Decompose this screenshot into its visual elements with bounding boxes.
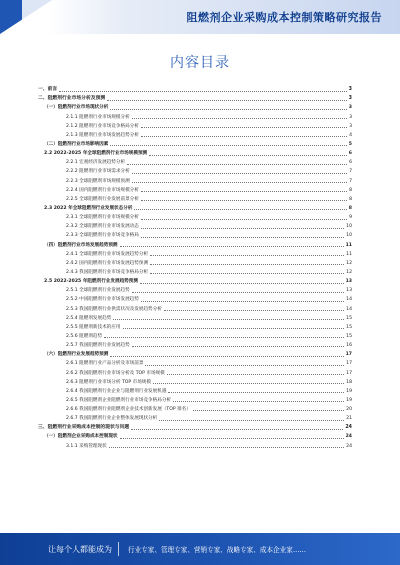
toc-page-number: 24 (346, 443, 352, 449)
toc-page-number: 12 (346, 269, 352, 275)
toc-entry-text: （二）阻燃剂行业市场影响因素 (44, 141, 109, 147)
toc-entry[interactable] (38, 395, 352, 404)
toc-entry[interactable] (38, 130, 352, 139)
toc-entry[interactable] (38, 93, 352, 102)
toc-page-number: 8 (348, 205, 352, 211)
toc-entry[interactable] (38, 349, 352, 358)
toc-page-number: 14 (346, 306, 352, 312)
toc-page-number: 12 (346, 260, 352, 266)
toc-entry-text: 2.6.3 阻燃剂行业市场分析 TOP 市场规模 (66, 379, 151, 385)
footer-tagline: 行业专家、管理专家、营销专家、战略专家、成本企业家…… (128, 546, 307, 554)
toc-page-number: 16 (346, 343, 352, 349)
toc-page-number: 7 (349, 178, 352, 184)
toc-entry-text: 2.2.1 宏观经济发展趋势分析 (66, 160, 126, 166)
toc-page-number: 15 (346, 315, 352, 321)
toc-entry-text: （一）阻燃剂企业采购成本控制现状 (44, 434, 118, 440)
toc-entry-text: 2.4.1 全球阻燃剂行业市场发展趋势分析 (66, 251, 149, 257)
toc-entry-text: 2.2.2 阻燃剂行业市场需求分析 (66, 169, 130, 175)
toc-leader-dots (159, 419, 344, 421)
toc-entry-text: 2.5.3 我国阻燃剂行业供需状况及发展趋势分析 (66, 306, 162, 312)
toc-entry-text: 2.5.5 阻燃剂新技术的应用 (66, 324, 121, 330)
toc-entry[interactable] (38, 331, 352, 340)
toc-entry[interactable] (38, 249, 352, 258)
toc-entry-text: 2.5.4 阻燃剂发展趋势 (66, 315, 112, 321)
toc-leader-dots (141, 199, 347, 201)
toc-entry-text: 2.5.1 全球阻燃剂行业发展趋势 (66, 288, 130, 294)
footer-slogan: 让每个人都能成为 (48, 545, 112, 554)
toc-page-number: 21 (346, 416, 352, 422)
toc-entry-text: 2.3 2022 年全球阻燃剂行业发展状态分析 (44, 205, 133, 211)
toc-entry[interactable] (38, 111, 352, 120)
toc-heading: 内容目录 (170, 55, 230, 71)
toc-leader-dots (113, 318, 344, 320)
toc-entry-text: 2.2 2022-2025 年全球阻燃剂行业市场规模预测 (44, 151, 148, 157)
toc-entry[interactable] (38, 276, 352, 285)
toc-page-number: 6 (348, 151, 352, 157)
report-title: 阻燃剂企业采购成本控制策略研究报告 (186, 11, 382, 24)
toc-entry[interactable] (38, 322, 352, 331)
toc-entry[interactable] (38, 221, 352, 230)
toc-entry[interactable] (38, 386, 352, 395)
toc-entry[interactable] (38, 166, 352, 175)
toc-entry-text: 2.5.2 中国阻燃剂行业市场发展趋势 (66, 297, 139, 303)
toc-leader-dots (150, 272, 344, 274)
table-of-contents (38, 84, 352, 450)
toc-entry-text: 二、阻燃剂行业市场分析及预测 (38, 96, 106, 102)
toc-entry[interactable] (38, 239, 352, 248)
toc-leader-dots (131, 428, 343, 430)
toc-leader-dots (132, 172, 347, 174)
toc-entry[interactable] (38, 267, 352, 276)
toc-entry-text: 2.5.6 阻燃剂趋势 (66, 333, 103, 339)
page-header (0, 0, 400, 34)
toc-entry-text: 2.1.2 阻燃剂行业市场竞争格局分析 (66, 123, 139, 129)
toc-entry-text: 一、前言 (38, 87, 58, 93)
toc-page-number: 3 (349, 114, 352, 120)
toc-entry[interactable] (38, 404, 352, 413)
toc-entry-text: 2.6.1 阻燃剂行业产品分析及市场前景 (66, 361, 144, 367)
toc-entry-text: 2.6.2 我国阻燃剂行业市场分析及 TOP 市场规模 (66, 370, 165, 376)
toc-entry[interactable] (38, 377, 352, 386)
toc-leader-dots (153, 382, 344, 384)
toc-entry[interactable] (38, 413, 352, 422)
toc-page-number: 3 (348, 87, 352, 93)
toc-leader-dots (141, 126, 347, 128)
toc-leader-dots (120, 245, 344, 247)
toc-leader-dots (110, 108, 346, 110)
toc-leader-dots (110, 355, 343, 357)
toc-entry[interactable] (38, 212, 352, 221)
toc-entry[interactable] (38, 139, 352, 148)
toc-page-number: 19 (346, 388, 352, 394)
toc-leader-dots (149, 154, 347, 156)
toc-page-number: 11 (345, 242, 352, 248)
toc-entry[interactable] (38, 422, 352, 431)
toc-entry-text: 2.2.5 全球阻燃剂行业发展前景分析 (66, 196, 139, 202)
toc-entry[interactable] (38, 358, 352, 367)
toc-leader-dots (59, 90, 346, 92)
toc-page-number: 8 (349, 196, 352, 202)
toc-entry-text: 2.5.7 我国阻燃剂行业发展趋势 (66, 343, 130, 349)
toc-leader-dots (145, 364, 344, 366)
toc-leader-dots (104, 336, 344, 338)
toc-leader-dots (141, 190, 347, 192)
toc-page-number: 15 (346, 333, 352, 339)
toc-page-number: 17 (346, 361, 352, 367)
toc-leader-dots (132, 291, 344, 293)
toc-leader-dots (150, 254, 344, 256)
toc-leader-dots (140, 282, 344, 284)
toc-page-number: 9 (349, 215, 352, 221)
toc-page-number: 4 (349, 132, 352, 138)
toc-entry[interactable] (38, 157, 352, 166)
toc-leader-dots (107, 99, 346, 101)
toc-page-number: 11 (346, 251, 352, 257)
toc-leader-dots (132, 345, 344, 347)
toc-entry-text: 2.1.3 阻燃剂行业市场发展趋势分析 (66, 132, 139, 138)
toc-entry[interactable] (38, 230, 352, 239)
toc-leader-dots (132, 181, 347, 183)
toc-page-number: 5 (348, 141, 352, 147)
toc-page-number: 14 (346, 297, 352, 303)
toc-entry-text: 2.6.6 我国阻燃剂行业阻燃剂企业技术创新发展（TOP 排名） (66, 407, 191, 413)
toc-entry[interactable] (38, 148, 352, 157)
toc-entry-text: 2.6.5 我国阻燃剂企业阻燃剂行业市场竞争格局分析 (66, 397, 172, 403)
toc-entry-text: 2.2.3 全球阻燃剂市场规模预测 (66, 178, 130, 184)
toc-page-number: 13 (346, 288, 352, 294)
toc-entry[interactable] (38, 340, 352, 349)
toc-leader-dots (141, 135, 347, 137)
toc-leader-dots (132, 117, 347, 119)
toc-entry[interactable] (38, 175, 352, 184)
toc-entry-text: 2.4.2 国内阻燃剂行业市场发展趋势预测 (66, 260, 149, 266)
toc-entry[interactable] (38, 258, 352, 267)
page-footer (0, 533, 400, 565)
toc-entry-text: 2.3.2 全球阻燃剂行业市场发展动态 (66, 224, 139, 230)
toc-leader-dots (167, 373, 344, 375)
toc-entry[interactable] (38, 431, 352, 440)
toc-entry-text: 2.6.4 我国阻燃剂行业企业与阻燃剂行业发展机遇 (66, 388, 167, 394)
toc-entry-text: （一）阻燃剂行业市场现状分析 (44, 105, 109, 111)
toc-page-number: 8 (349, 187, 352, 193)
toc-leader-dots (109, 446, 344, 448)
toc-page-number: 3 (348, 105, 352, 111)
toc-leader-dots (141, 236, 344, 238)
toc-leader-dots (193, 409, 344, 411)
header-accent-stripe (22, 0, 52, 34)
toc-page-number: 7 (349, 169, 352, 175)
toc-entry-text: （四）阻燃剂行业市场发展趋势预测 (44, 242, 118, 248)
toc-entry-text: 2.4.3 我国阻燃剂行业市场竞争格局分析 (66, 269, 149, 275)
toc-entry[interactable] (38, 194, 352, 203)
toc-entry[interactable] (38, 102, 352, 111)
toc-page-number: 24 (345, 434, 352, 440)
toc-leader-dots (150, 263, 344, 265)
toc-entry[interactable] (38, 303, 352, 312)
toc-page-number: 10 (346, 233, 352, 239)
toc-page-number: 15 (346, 324, 352, 330)
toc-entry-text: 2.3.1 全球阻燃剂行业市场规模分析 (66, 215, 139, 221)
toc-entry[interactable] (38, 84, 352, 93)
toc-entry-text: 2.3.3 全球阻燃剂行业市场竞争格局 (66, 233, 139, 239)
toc-entry-text: 2.1.1 阻燃剂行业市场规模分析 (66, 114, 130, 120)
footer-divider (118, 542, 119, 556)
toc-entry[interactable] (38, 294, 352, 303)
toc-entry-text: 2.2.4 国内阻燃剂行业市场规模分析 (66, 187, 139, 193)
toc-leader-dots (123, 327, 345, 329)
toc-leader-dots (168, 391, 344, 393)
toc-leader-dots (141, 218, 347, 220)
toc-page-number: 20 (346, 407, 352, 413)
toc-leader-dots (164, 309, 344, 311)
toc-page-number: 13 (345, 279, 352, 285)
toc-entry[interactable] (38, 203, 352, 212)
toc-leader-dots (141, 300, 344, 302)
toc-entry[interactable] (38, 367, 352, 376)
toc-entry[interactable] (38, 313, 352, 322)
toc-entry-text: （六）阻燃剂行业发展趋势预测 (44, 352, 109, 358)
toc-entry-text: 三、阻燃剂行业采购成本控制的现状与问题 (38, 425, 130, 431)
toc-leader-dots (173, 400, 344, 402)
toc-page-number: 6 (349, 160, 352, 166)
toc-leader-dots (110, 144, 346, 146)
toc-page-number: 17 (346, 370, 352, 376)
toc-page-number: 10 (346, 224, 352, 230)
toc-entry[interactable] (38, 185, 352, 194)
toc-page-number: 18 (346, 379, 352, 385)
toc-page-number: 3 (349, 123, 352, 129)
toc-entry-text: 2.6.7 我国阻燃剂行业企业整体发展现状分析 (66, 416, 158, 422)
toc-leader-dots (127, 163, 347, 165)
toc-page-number: 24 (345, 425, 352, 431)
toc-entry-text: 2.5 2022-2025 年阻燃剂行业发展趋势预测 (44, 279, 138, 285)
toc-entry[interactable] (38, 440, 352, 449)
toc-page-number: 19 (346, 397, 352, 403)
toc-entry[interactable] (38, 285, 352, 294)
toc-page-number: 3 (348, 96, 352, 102)
toc-page-number: 17 (345, 352, 352, 358)
toc-leader-dots (134, 208, 346, 210)
toc-leader-dots (141, 227, 344, 229)
toc-leader-dots (120, 437, 344, 439)
toc-entry[interactable] (38, 121, 352, 130)
toc-entry-text: 3.1.1 采购管理现状 (66, 443, 107, 449)
